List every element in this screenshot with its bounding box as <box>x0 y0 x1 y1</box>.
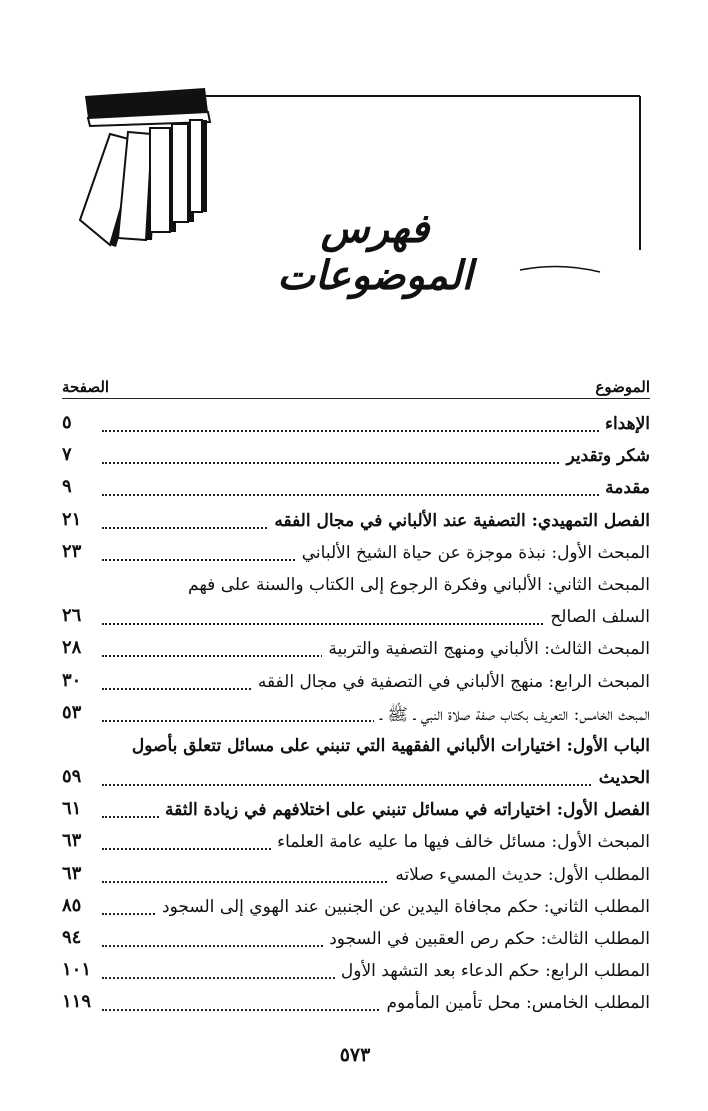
toc-entry <box>62 830 650 862</box>
toc-entry <box>62 798 650 830</box>
toc-entry-page: ٦٣ <box>62 862 82 884</box>
toc-entry-title: المطلب الثالث: حكم رص العقبين في السجود <box>323 929 650 949</box>
leader-dots <box>102 418 650 432</box>
toc-entry-page: ٩ <box>62 476 72 498</box>
toc-entry-title: الإهداء <box>599 414 650 434</box>
toc-entry <box>62 670 650 702</box>
toc-entry-title: الباب الأول: اختيارات الألباني الفقهية التي تنبني على مسائل تتعلق بأصول <box>126 736 650 756</box>
toc-entry <box>62 766 650 798</box>
toc-entry-title: المبحث الثاني: الألباني وفكرة الرجوع إلى الكتاب والسنة على فهم <box>182 575 650 595</box>
column-header-row <box>62 368 650 399</box>
leader-dots <box>102 482 650 496</box>
toc-entry-page: ٣٠ <box>62 669 82 691</box>
toc-entry <box>62 991 650 1023</box>
toc-entry <box>62 959 650 991</box>
leader-dots <box>102 772 650 786</box>
toc-entry <box>62 637 650 669</box>
toc-entry-page: ٢١ <box>62 508 82 530</box>
toc-entry-title: الحديث <box>593 768 650 788</box>
toc-entry-title: المطلب الرابع: حكم الدعاء بعد التشهد الأول <box>335 961 650 981</box>
toc-entry-title: المبحث الأول: نبذة موجزة عن حياة الشيخ الألباني <box>296 543 650 563</box>
page-title: فهرس الموضوعات <box>277 205 473 299</box>
toc-entry <box>62 702 650 734</box>
toc-entry-title: مقدمة <box>599 478 650 498</box>
toc-entry-page: ٥٣ <box>62 701 82 723</box>
toc-entry-title: شكر وتقدير <box>560 446 650 466</box>
toc-entry <box>62 927 650 959</box>
toc-entry-page: ٢٣ <box>62 540 82 562</box>
toc-entry-page: ١١٩ <box>62 991 92 1013</box>
toc-entry <box>62 444 650 476</box>
toc-entry-page: ٥ <box>62 412 72 433</box>
toc-entry-page: ١٠١ <box>62 959 92 981</box>
toc-entry-page: ٧ <box>62 444 72 466</box>
subject-column-label: الموضوع <box>595 378 650 396</box>
table-of-contents <box>62 412 650 1024</box>
toc-entry <box>62 605 650 637</box>
toc-entry <box>62 734 650 766</box>
toc-entry <box>62 573 650 605</box>
page-number: ٥٧٣ <box>339 1044 371 1066</box>
toc-entry-title: المطلب الخامس: محل تأمين المأموم <box>380 993 650 1013</box>
toc-entry <box>62 863 650 895</box>
toc-entry-page: ٢٨ <box>62 637 82 659</box>
toc-entry-title: المطلب الثاني: حكم مجافاة اليدين عن الجنبين عند الهوي إلى السجود <box>156 897 650 917</box>
toc-entry <box>62 509 650 541</box>
toc-entry-title: المطلب الأول: حديث المسيء صلاته <box>389 865 650 885</box>
toc-entry-title: المبحث الأول: مسائل خالف فيها ما عليه عامة العلماء <box>271 832 650 852</box>
toc-entry-title: الفصل الأول: اختياراته في مسائل تنبني على اختلافهم في زيادة الثقة <box>159 800 650 820</box>
toc-entry-page: ٢٦ <box>62 605 82 627</box>
toc-entry-title: المبحث الخامس: التعريف بكتاب صفة صلاة النبي ـ ﷺ ـ <box>374 704 650 729</box>
toc-entry-title: السلف الصالح <box>544 607 650 627</box>
toc-entry-page: ٦١ <box>62 798 82 820</box>
toc-entry <box>62 541 650 573</box>
toc-entry-page: ٥٩ <box>62 766 82 788</box>
toc-entry-page: ٨٥ <box>62 894 82 916</box>
toc-entry-page: ٩٤ <box>62 927 82 948</box>
toc-entry-title: الفصل التمهيدي: التصفية عند الألباني في مجال الفقه <box>268 511 650 531</box>
toc-entry <box>62 476 650 508</box>
toc-entry <box>62 412 650 444</box>
toc-entry-page: ٦٣ <box>62 830 82 852</box>
toc-entry-title: المبحث الثالث: الألباني ومنهج التصفية والتربية <box>322 639 650 659</box>
toc-entry <box>62 895 650 927</box>
page-column-label: الصفحة <box>62 378 110 396</box>
toc-entry-title: المبحث الرابع: منهج الألباني في التصفية في مجال الفقه <box>252 672 650 692</box>
